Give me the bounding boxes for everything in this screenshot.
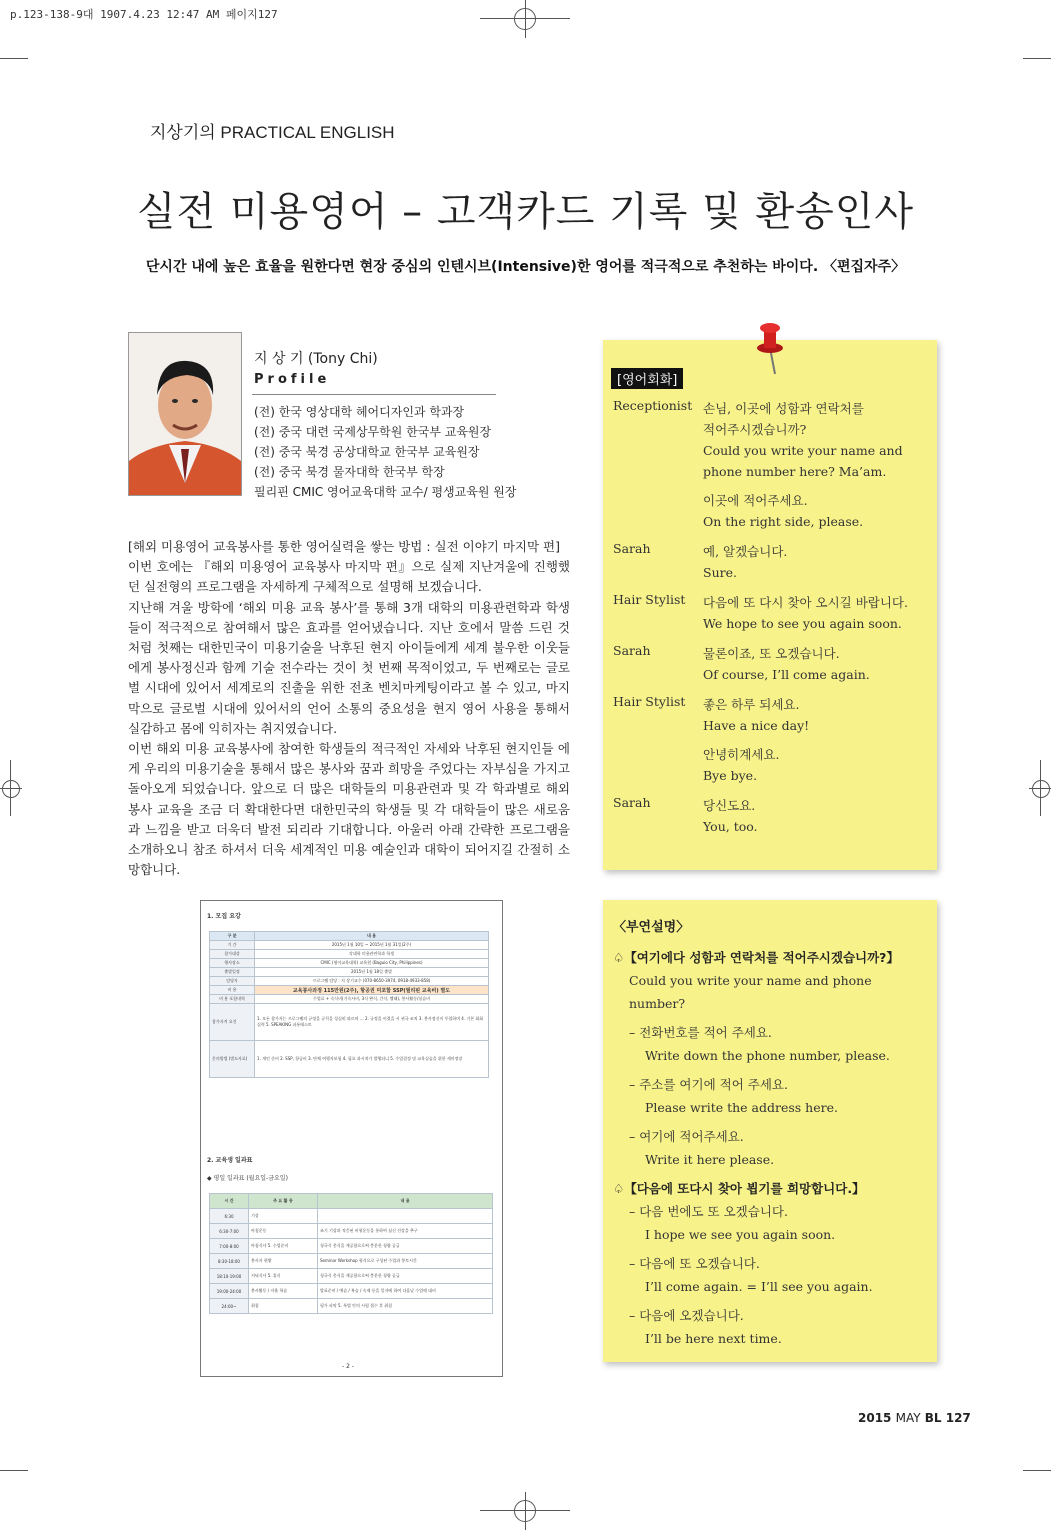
explanation-title: 〈부연설명〉: [613, 920, 690, 935]
body-paragraph: 지난해 겨울 방학에 ‘해외 미용 교육 봉사’를 통해 3개 대학의 미용관련학과 학생들이 적극적으로 참여해서 많은 효과를 얻어냈습니다. 지난 호에서 말씀 드린 것처럼 첫째는 대한민국이 미용기술을 낙후된 현지 아이들에게 세계 불우한 이웃들에게 봉사정신과 함께 기술 전수라는 것이 첫 번째 목적이었고, 두 번째로는 글로벌 시대에 있어서 세계로의 진출을 위한 전초 벤치마케팅이라고 볼 수 있고, 마지막으로 글로벌 시대에 있어서의 언어 소통의 중요성을 현지 영어 사용을 통해서 실감하고 몸에 익히자는 취지였습니다.: [128, 599, 570, 736]
doc-table-row: [210, 950, 489, 959]
doc-table-cell: 비 용 포함내역: [210, 995, 255, 1004]
doc-table-cell: 6:30-7:00: [210, 1224, 249, 1239]
dialogue-turn: [613, 398, 931, 482]
profile-list: [254, 402, 516, 502]
article-body: [128, 537, 570, 880]
doc-table-row: [210, 1041, 489, 1078]
speaker: Sarah: [613, 643, 651, 658]
speaker: Sarah: [613, 795, 651, 810]
dialogue-turn: [613, 795, 931, 837]
dialogue-turn: [613, 541, 931, 583]
doc-table-cell: 문의방법 (별도자료): [210, 1041, 255, 1078]
explanation-korean: – 다음에 오겠습니다.: [629, 1308, 744, 1323]
doc-table-cell: 조기 기상과 적응된 비형운동을 통하여 심신 건강을 추구: [318, 1224, 493, 1239]
dialogue-turn: [613, 694, 931, 736]
dialogue-turn: [613, 643, 931, 685]
doc-table-row: [210, 1254, 493, 1269]
dialogue-line: Could you write your name and: [703, 443, 903, 458]
dialogue-line: 당신도요.: [703, 798, 756, 813]
doc-table-cell: 2015년 1월 10일 ~ 2015년 1월 31일(2주): [255, 941, 489, 950]
doc-table-cell: 7:00-8:00: [210, 1239, 249, 1254]
dialogue-line: On the right side, please.: [703, 514, 864, 529]
doc-table-cell: 교육봉사과정 115만원(2주), 항공권 미포함 SSP(필리핀 교육비) 별도: [255, 986, 489, 995]
program-document: [200, 900, 503, 1377]
doc-table-cell: 1. 개인 준비 2. SSP, 항공비 3. 단체 여행자보험 4. 필요 과시치가 발행되니 5. 수업결정 및 교육실습을 위한 세미정장: [255, 1041, 489, 1078]
profile-item: (전) 중국 북경 물자대학 한국부 학장: [254, 465, 445, 479]
doc-table-row: [210, 1269, 493, 1284]
footer-magazine: BL 127: [924, 1411, 971, 1425]
dialogue-line: 이곳에 적어주세요.: [703, 493, 808, 508]
doc-table-cell: 봉사활동 / 자율 학습: [249, 1284, 318, 1299]
body-paragraph: [해외 미용영어 교육봉사를 통한 영어실력을 쌓는 방법 : 실전 이야기 마지막 편]: [128, 539, 560, 554]
dialogue-line: 예, 알겠습니다.: [703, 544, 788, 559]
doc-table-cell: Seminar Workshop 형식으로 구성된 수업과 봉토시간: [318, 1254, 493, 1269]
section-label: 지상기의 PRACTICAL ENGLISH: [150, 123, 395, 142]
doc-table-cell: 6:30: [210, 1209, 249, 1224]
dialogue-line: 좋은 하루 되세요.: [703, 697, 800, 712]
doc-table-cell: 2015년 1월 18일 출발: [255, 968, 489, 977]
doc-table-row: [210, 977, 489, 986]
doc-table-row: [210, 941, 489, 950]
registration-mark: [1032, 780, 1050, 798]
dialogue-line: 안녕히계세요.: [703, 747, 780, 762]
doc-table-cell: 발표준비 / 예습 / 복습 / 숙제 등을 일자에 하여 다음날 수업에 대비: [318, 1284, 493, 1299]
explanation: [613, 946, 931, 1350]
doc-table-cell: 각대학 미용관련학과 학생: [255, 950, 489, 959]
profile-item: 필리핀 CMIC 영어교육대학 교수/ 평생교육원 원장: [254, 485, 517, 499]
profile-item: (전) 한국 영상대학 헤어디자인과 학과장: [254, 405, 465, 419]
doc-table-cell: [318, 1209, 493, 1224]
print-header: p.123-138-9대 1907.4.23 12:47 AM 페이지127: [10, 8, 278, 21]
doc-table-cell: 청국식 총식을 계공함으로써 충분한 청량 공급: [318, 1239, 493, 1254]
doc-table-row: [210, 1284, 493, 1299]
dialogue-line: 다음에 또 다시 찾아 오시길 바랍니다.: [703, 595, 908, 610]
doc-table-cell: 아침식사 5. 수업준비: [249, 1239, 318, 1254]
doc-table-cell: 담당자: [210, 977, 255, 986]
doc-section-title: 2. 교육생 일과표: [207, 1157, 253, 1164]
doc-subsection-title: ◆ 평일 일과표 (월요일-금요일): [207, 1175, 288, 1182]
doc-table-cell: 주 요 활 동: [249, 1194, 318, 1209]
speaker: Hair Stylist: [613, 694, 686, 709]
doc-table-cell: 24:00~: [210, 1299, 249, 1314]
author-photo: [128, 332, 242, 496]
doc-table-cell: 1. 모든 참가자는 프로그램의 규정을 규칙을 성실히 따르며 ... 2. 규정을 어겼을 시 귀국 조치 3. 봉사정신이 투철하며 4. 기본 회화실력 5. SPEAKING 파통테스트: [255, 1004, 489, 1041]
doc-table-cell: 내 용: [255, 932, 489, 941]
dialogue-turn: [613, 744, 931, 786]
doc-table-cell: 19:00-24:00: [210, 1284, 249, 1299]
explanation-english: Write it here please.: [645, 1152, 775, 1167]
dialogue-turn: [613, 490, 931, 532]
doc-table-cell: 저녁식사 5. 휴식: [249, 1269, 318, 1284]
explanation-english: Please write the address here.: [645, 1100, 838, 1115]
speaker: [613, 490, 703, 532]
profile-label: Profile: [254, 372, 331, 387]
doc-table-row: [210, 1194, 493, 1209]
page-title: 실전 미용영어 – 고객카드 기록 및 환송인사: [136, 189, 915, 235]
doc-table-cell: 출발일정: [210, 968, 255, 977]
conversation: [613, 398, 931, 837]
explanation-english: I’ll come again. = I’ll see you again.: [645, 1279, 873, 1294]
doc-table-row: [210, 1239, 493, 1254]
doc-table-cell: 취침: [249, 1299, 318, 1314]
dialogue-line: You, too.: [703, 819, 758, 834]
schedule-table: [209, 1193, 493, 1314]
explanation-korean: – 전화번호를 적어 주세요.: [629, 1025, 772, 1040]
footer-month: MAY: [895, 1411, 921, 1425]
page-footer: [858, 1411, 971, 1425]
doc-table-cell: 참가대상: [210, 950, 255, 959]
dialogue-line: Sure.: [703, 565, 737, 580]
registration-mark: [514, 8, 536, 30]
doc-table-cell: 행사장소: [210, 959, 255, 968]
doc-table-cell: 18:10-19:00: [210, 1269, 249, 1284]
explanation-english: I hope we see you again soon.: [645, 1227, 836, 1242]
dialogue-line: 손님, 이곳에 성함과 연락처를: [703, 401, 864, 416]
explanation-english: Write down the phone number, please.: [645, 1048, 890, 1063]
dialogue-line: Of course, I’ll come again.: [703, 667, 870, 682]
dialogue-line: phone number here? Ma’am.: [703, 464, 887, 479]
doc-table-cell: 청국식 총식을 계공함으로써 충분한 청량 공급: [318, 1269, 493, 1284]
dialogue-line: Bye bye.: [703, 768, 758, 783]
doc-page-number: - 2 -: [342, 1363, 354, 1370]
explanation-english: Could you write your name and phone number?: [629, 973, 872, 1011]
doc-table-cell: 아침운동: [249, 1224, 318, 1239]
explanation-korean: – 여기에 적어주세요.: [629, 1129, 744, 1144]
doc-table-row: [210, 995, 489, 1004]
pushpin-icon: [753, 318, 787, 376]
doc-table-cell: 구 분: [210, 932, 255, 941]
crop-mark: [0, 1470, 28, 1471]
conversation-badge: [영어회화]: [611, 368, 683, 389]
explanation-korean: – 다음에 또 오겠습니다.: [629, 1256, 760, 1271]
explanation-english: I’ll be here next time.: [645, 1331, 782, 1346]
dialogue-turn: [613, 592, 931, 634]
doc-table-row: [210, 1299, 493, 1314]
crop-mark: [0, 58, 28, 59]
doc-table-cell: 기상: [249, 1209, 318, 1224]
doc-table-cell: 내 용: [318, 1194, 493, 1209]
divider: [252, 394, 496, 395]
explanation-korean: – 주소를 여기에 적어 주세요.: [629, 1077, 788, 1092]
speaker: Receptionist: [613, 398, 693, 413]
dialogue-line: 적어주시겠습니까?: [703, 422, 807, 437]
registration-mark: [2, 780, 20, 798]
crop-mark: [1023, 1470, 1051, 1471]
crop-mark: [1023, 58, 1051, 59]
registration-mark: [514, 1500, 536, 1522]
body-paragraph: 이번 해외 미용 교육봉사에 참여한 학생들의 적극적인 자세와 낙후된 현지인들 에게 우리의 미용기술을 통해서 많은 봉사와 꿈과 희망을 주었다는 자부심을 가지고 돌아오게 되었습니다. 앞으로 더 많은 대학들의 미용관련과 및 각 학과별로 해외 봉사 교육을 조금 더 확대한다면 대한민국의 학생들 및 각 대학들이 많은 새로움과 느낌을 받고 더욱더 발전 되리라 기대합니다. 아울러 아래 간략한 프로그램을 소개하오니 참조 하셔서 더욱 세계적인 미용 예술인과 대학이 되어지길 간절히 소망합니다.: [128, 741, 570, 878]
speaker: [613, 744, 703, 786]
explanation-korean: – 다음 번에도 또 오겠습니다.: [629, 1204, 788, 1219]
explanation-heading: ♤【다음에 또다시 찾아 뵙기를 희망합니다.】: [613, 1181, 865, 1196]
footer-year: 2015: [858, 1411, 892, 1425]
doc-table-row: [210, 959, 489, 968]
dialogue-line: Have a nice day!: [703, 718, 810, 733]
doc-table-row: [210, 1004, 489, 1041]
doc-table-row: [210, 968, 489, 977]
doc-table-cell: 8:30-18:00: [210, 1254, 249, 1269]
dialogue-line: We hope to see you again soon.: [703, 616, 902, 631]
doc-table-cell: 프로그램 담당 : 지 상기교수 (070-8650-3974, 0918-4933-858): [255, 977, 489, 986]
speaker: Sarah: [613, 541, 651, 556]
profile-item: (전) 중국 대련 국제상무학원 한국부 교육원장: [254, 425, 492, 439]
doc-table-cell: 비 용: [210, 986, 255, 995]
explanation-heading: ♤【여기에다 성함과 연락처를 적어주시겠습니까?】: [613, 950, 899, 965]
speaker: Hair Stylist: [613, 592, 686, 607]
author-name: 지 상 기 (Tony Chi): [254, 351, 378, 367]
doc-section-title: 1. 모집 요강: [207, 913, 241, 920]
subtitle: 단시간 내에 높은 효율을 원한다면 현장 중심의 인텐시브(Intensive)한 영어를 적극적으로 추천하는 바이다. 〈편집자주〉: [145, 259, 906, 275]
doc-table-cell: 참가자격 요건: [210, 1004, 255, 1041]
doc-table-cell: 봉사자 현황: [249, 1254, 318, 1269]
doc-table-cell: 수업료 + 숙식비(기숙사비, 3식 완식, 간식, 빨래), 봉사활동/실습비: [255, 995, 489, 1004]
dialogue-line: 물론이죠, 또 오겠습니다.: [703, 646, 840, 661]
doc-table-cell: CMIC (영어교육대학) 교육원 (Baguio City, Philippines): [255, 959, 489, 968]
doc-table-row: [210, 1209, 493, 1224]
doc-table-row: [210, 986, 489, 995]
profile-item: (전) 중국 북경 공상대학교 한국부 교육원장: [254, 445, 480, 459]
doc-table-row: [210, 1224, 493, 1239]
doc-table-cell: 평가 파악 5. 특별 안의 시험 접수 후 취침: [318, 1299, 493, 1314]
recruitment-table: [209, 931, 489, 1078]
doc-table-cell: 기 간: [210, 941, 255, 950]
doc-table-cell: 시 간: [210, 1194, 249, 1209]
body-paragraph: 이번 호에는 『해외 미용영어 교육봉사 마지막 편』으로 실제 지난겨울에 진행했던 실전형의 프로그램을 자세하게 구체적으로 설명해 보겠습니다.: [128, 559, 570, 595]
doc-table-row: [210, 932, 489, 941]
